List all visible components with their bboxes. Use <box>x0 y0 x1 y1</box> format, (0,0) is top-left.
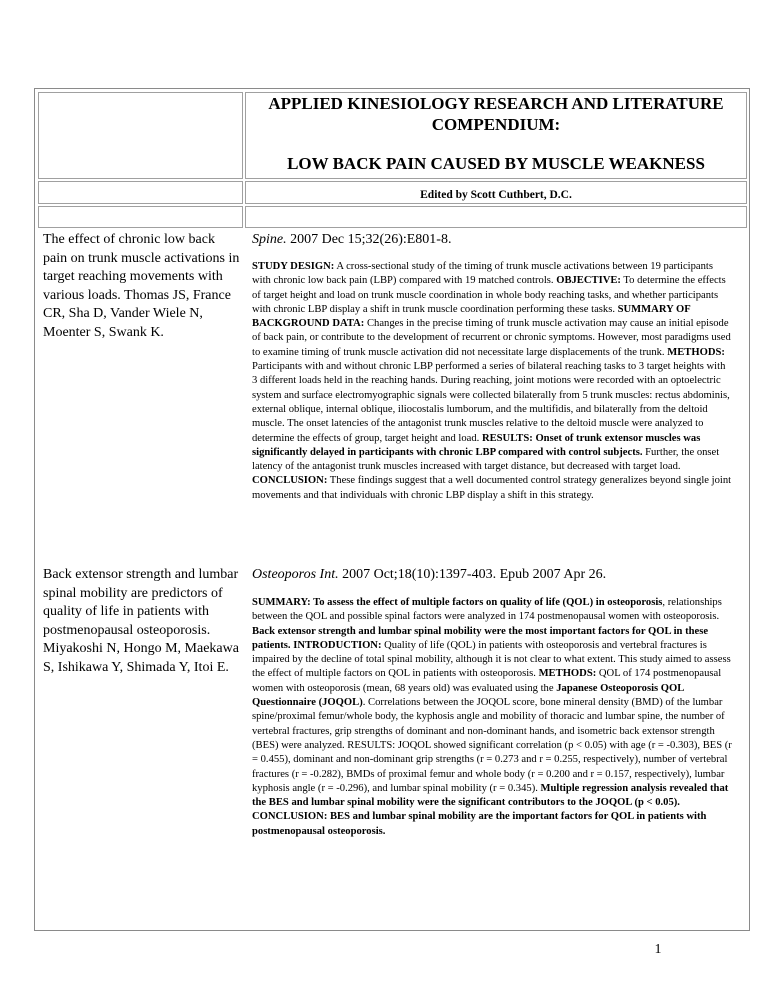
header-left-cell <box>38 92 243 179</box>
abstract-heading: Back extensor strength and lumbar spinal mobility were the most important factors for QOL in these patients. INTRODUCTION: <box>252 625 709 651</box>
entry-1-citation-details: 2007 Dec 15;32(26):E801-8. <box>286 232 452 247</box>
abstract-heading: RESULTS: Onset of trunk extensor muscles was significantly delayed in participants with chronic LBP compared with control subjects. <box>252 432 701 458</box>
abstract-text: Quality of life (QOL) in patients with osteoporosis and vertebral fractures is impaired by the decline of total spinal mobility, although it is not clear to what extent. This study aimed to assess the effect of multiple factors on QOL in patients with osteoporosis. <box>252 639 731 680</box>
abstract-text: To determine the effects of target height and load on trunk muscle coordination in whole body reaching tasks, and whether participants with chronic LBP display a shift in trunk muscle coordination performing these tasks. <box>252 275 726 315</box>
spacer-left-cell <box>38 206 243 228</box>
abstract-heading: OBJECTIVE: <box>556 275 621 287</box>
abstract-heading: METHODS: <box>538 668 597 680</box>
editor-credit: Edited by Scott Cuthbert, D.C. <box>420 189 572 201</box>
page-subtitle: LOW BACK PAIN CAUSED BY MUSCLE WEAKNESS <box>287 154 705 173</box>
abstract-text: QOL of 174 postmenopausal women with osteoporosis (mean, 68 years old) was evaluated using the <box>252 668 722 694</box>
entry-2-reference: Back extensor strength and lumbar spinal mobility are predictors of quality of life in patients with postmenopausal osteoporosis. Miyakoshi N, Hongo M, Maekawa S, Ishikawa Y, Shimada Y, Itoi E. <box>43 567 239 675</box>
abstract-text: . Correlations between the JOQOL score, bone mineral density (BMD) of the lumbar spine/proximal femur/whole body, the kyphosis angle and mobility of thoracic and lumbar spine, the number of vertebral fractures, grip strengths of dominant and non-dominant hands, and isometric back extensor strength (BES) were analyzed. RESULTS: JOQOL showed significant correlation (p < 0.05) with age (r = -0.303), BES (r = 0.455), dominant and non-dominant grip strengths (r = 0.273 and r = 0.255, respectively), number of vertebral fractures (r = -0.282), BMDs of proximal femur and whole body (r = 0.200 and r = 0.157, respectively), lumbar kyphosis angle (r = -0.296), and lumbar spinal mobility (r = 0.345). <box>252 697 732 794</box>
entry-1-journal: Spine. <box>252 232 287 247</box>
entry-1-citation <box>252 231 742 249</box>
entry-2-citation-details: 2007 Oct;18(10):1397-403. Epub 2007 Apr 26. <box>338 567 607 582</box>
page-number: 1 <box>654 942 662 957</box>
abstract-heading: STUDY DESIGN: <box>252 261 335 272</box>
abstract-heading: METHODS: <box>667 346 725 358</box>
page-title: APPLIED KINESIOLOGY RESEARCH AND LITERATURE COMPENDIUM: <box>268 94 724 134</box>
editor-left-cell <box>38 181 243 204</box>
entry-2-abstract <box>252 596 732 839</box>
abstract-heading: SUMMARY OF BACKGROUND DATA: <box>252 303 691 330</box>
abstract-heading: Japanese Osteoporosis QOL Questionnaire (JOQOL) <box>252 682 684 709</box>
entry-2-citation <box>252 566 742 584</box>
abstract-text: These findings suggest that a well documented control strategy generalizes beyond single joint movements and that individuals with chronic LBP display a shift in this strategy. <box>252 475 732 501</box>
entry-1-abstract <box>252 260 732 503</box>
spacer-right-cell <box>245 206 747 228</box>
abstract-text: Changes in the precise timing of trunk muscle activation may cause an initial episode of back pain, or contribute to the development of recurrent or chronic symptoms. However, most paradigms used to examine timing of trunk muscle activation did not necessitate large displacements of the trunk. <box>252 318 731 358</box>
entry-1-reference: The effect of chronic low back pain on trunk muscle activations in target reaching movements with various loads. Thomas JS, France CR, Sha D, Vander Wiele N, Moenter S, Swank K. <box>43 232 240 340</box>
entry-2-journal: Osteoporos Int. <box>252 567 339 582</box>
abstract-text: Further, the onset latency of the antagonist trunk muscles increased with target distance, but decreased with target load. <box>252 446 720 473</box>
abstract-heading: Multiple regression analysis revealed that the BES and lumbar spinal mobility were the significant contributors to the JOQOL (p < 0.05). CONCLUSION: BES and lumbar spinal mobility are the important factors for QOL in patients with postmenopausal osteoporosis. <box>252 782 729 837</box>
abstract-text: , relationships between the QOL and possible spinal factors were analyzed in 174 postmenopausal women with osteoporosis. <box>252 597 722 623</box>
abstract-text: A cross-sectional study of the timing of trunk muscle activations between 19 participants with chronic low back pain (LBP) compared with 19 matched controls. <box>252 261 713 287</box>
abstract-heading: SUMMARY: To assess the effect of multiple factors on quality of life (QOL) in osteoporosis <box>252 597 663 608</box>
abstract-text: Participants with and without chronic LBP performed a series of bilateral reaching tasks to 3 target heights with 3 different loads held in the reaching hands. During reaching, joint motions were recorded with an optoelectric system and surface electromyographic signals were collected bilaterally from 5 trunk muscles: rectus abdominis, external oblique, internal oblique, iliocostalis lumborum, and the multifidis, and bilaterally from the deltoid muscle. The onset latencies of the antagonist trunk muscles relative to the deltoid muscle were analyzed to determine the effects of group, target height and load. <box>252 361 730 444</box>
abstract-heading: CONCLUSION: <box>252 475 328 487</box>
